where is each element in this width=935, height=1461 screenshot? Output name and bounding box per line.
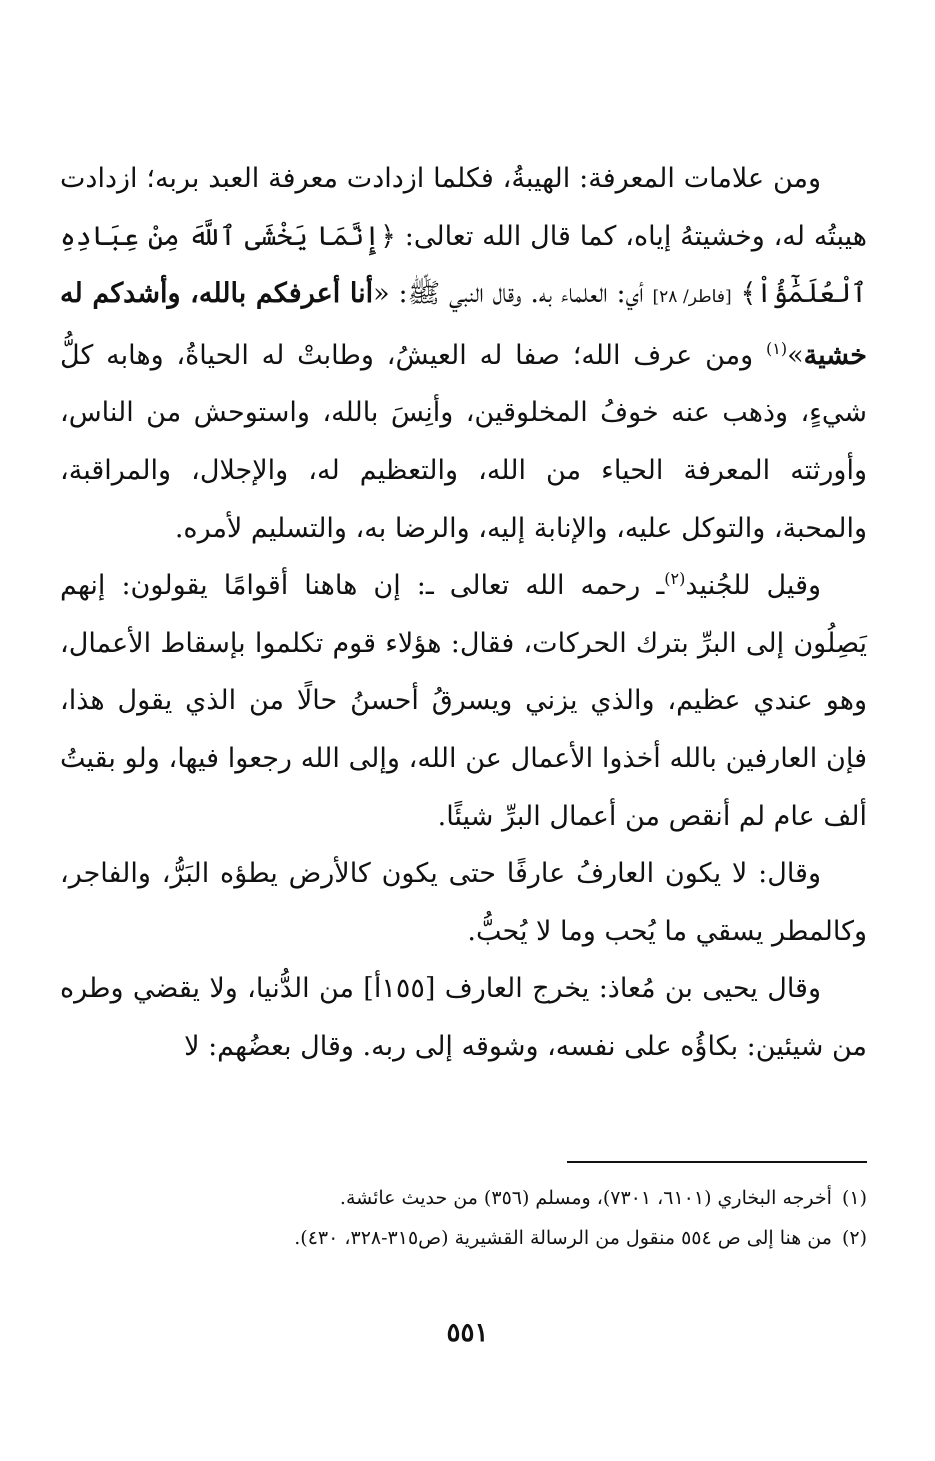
footnote-marker-2[interactable]: (٢) <box>664 569 686 589</box>
footnote-2-text: من هنا إلى ص ٥٥٤ منقول من الرسالة القشيرية (ص٣١٥-٣٢٨، ٤٣٠). <box>294 1227 832 1249</box>
paragraph-1-text-a: ومن علامات المعرفة: الهيبةُ، فكلما ازدادت معرفة العبد بربه؛ ازدادت هيبتُه له، وخشيتهُ إياه، كما قال الله تعالى: <box>60 163 867 252</box>
paragraph-1-text-d: ومن عرف الله؛ صفا له العيشُ، وطابتْ له الحياةُ، وهابه كلُّ شيءٍ، وذهب عنه خوفُ المخلوقين، وأنِسَ بالله، واستوحش من الناس، وأورثته المعرفة الحياء من الله، والتعظيم له، والإجلال، والمراقبة، والمحبة، والتوكل عليه، والإنابة إليه، والرضا به، والتسليم لأمره. <box>60 339 867 544</box>
paragraph-1-text-b: أي: العلماء به. وقال النبي ﷺ: « <box>373 278 653 310</box>
footnotes <box>60 1178 867 1258</box>
main-text <box>60 150 867 1076</box>
footnote-2 <box>60 1218 867 1258</box>
paragraph-3: وقال: لا يكون العارفُ عارفًا حتى يكون كالأرض يطؤه البَرُّ، والفاجر، وكالمطر يسقي ما يُحب وما لا يُحبُّ. <box>60 858 867 947</box>
footnote-1-text: أخرجه البخاري (٦١٠١، ٧٣٠١)، ومسلم (٣٥٦) من حديث عائشة. <box>339 1187 832 1209</box>
quran-verse: ﴿إِنَّمَا يَخْشَى ٱللَّهَ مِنْ عِبَادِهِ ٱلْعُلَمَٰٓؤُاْ﴾ <box>60 220 867 310</box>
verse-reference: [فاطر/ ٢٨] <box>652 287 732 308</box>
paragraph-2-text-a: وقيل للجُنيد <box>685 570 822 602</box>
paragraph-1 <box>60 150 867 557</box>
footnote-1-number: (١) <box>841 1187 867 1209</box>
page-number: ٥٥١ <box>446 1318 489 1348</box>
footnote-2-number: (٢) <box>841 1227 867 1249</box>
paragraph-2 <box>60 557 867 845</box>
paragraph-2-text-b: ـ رحمه الله تعالى ـ: إن هاهنا أقوامًا يقولون: إنهم يَصِلُون إلى البرِّ بترك الحركات، فقال: هؤلاء قوم تكلموا بإسقاط الأعمال، وهو عندي عظيم، والذي يزني ويسرقُ أحسنُ حالًا من الذي يقول هذا، فإن العارفين بالله أخذوا الأعمال عن الله، وإلى الله رجعوا فيها، ولو بقيتُ ألف عام لم أنقص من أعمال البرِّ شيئًا. <box>60 570 867 832</box>
footnote-1 <box>60 1178 867 1218</box>
footnote-separator <box>567 1161 867 1163</box>
footnote-marker-1[interactable]: (١) <box>765 338 788 358</box>
hadith-text: أنا أعرفكم بالله، وأشدكم له خشية <box>60 278 867 371</box>
paragraph-4: وقال يحيى بن مُعاذ: يخرج العارف [١٥٥أ] من الدُّنيا، ولا يقضي وطره من شيئين: بكاؤُه على نفسه، وشوقه إلى ربه. وقال بعضُهم: لا <box>60 973 867 1062</box>
quote-close: » <box>787 339 804 371</box>
